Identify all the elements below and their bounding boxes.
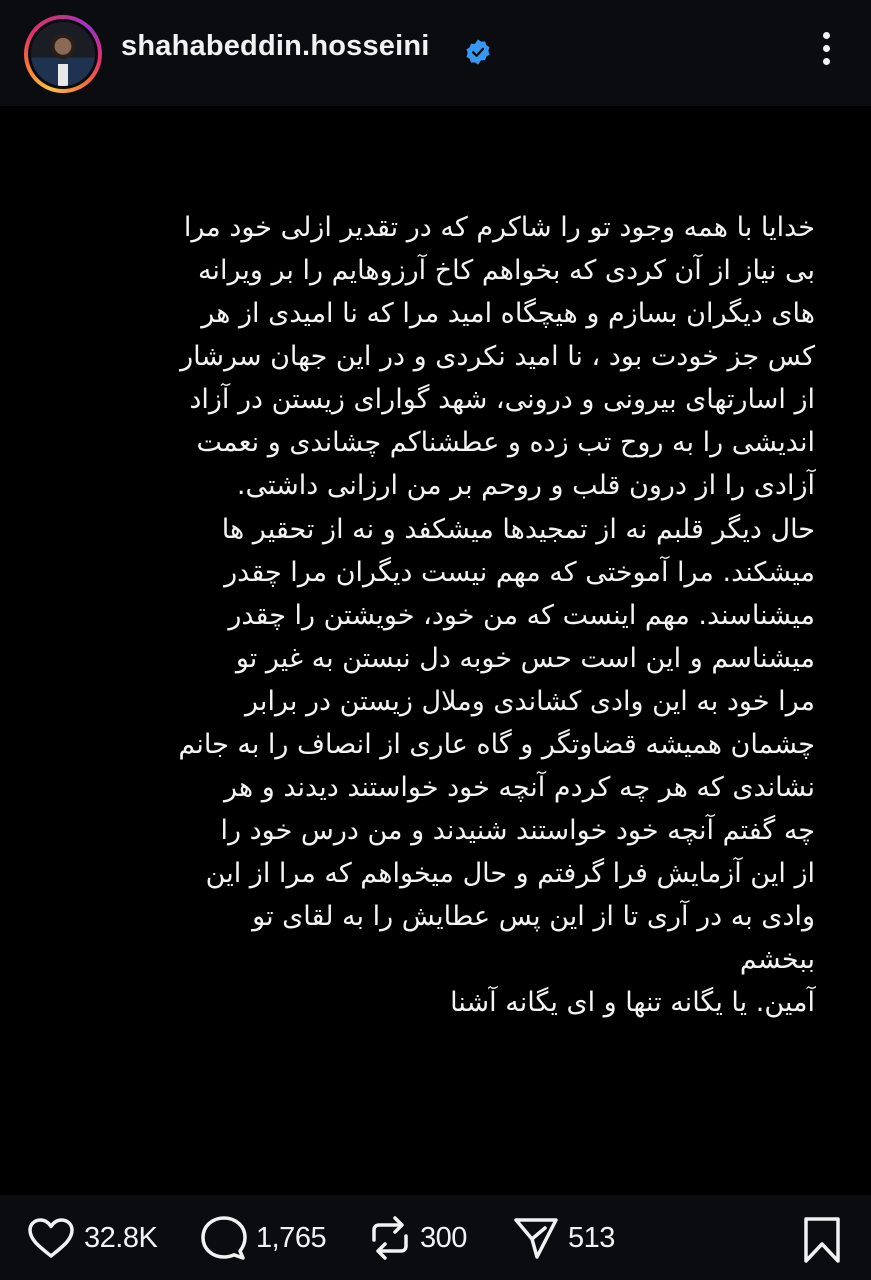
heart-icon [26,1216,76,1260]
post-header [0,0,871,106]
post-text-line: کس جز خودت بود ، نا امید نکردی و در این جهان سرشار [180,341,815,372]
repost-icon [368,1214,412,1262]
share-count: 513 [568,1221,615,1254]
post-text-line: چشمان همیشه قضاوتگر و گاه عاری از انصاف را به جانم [178,729,815,760]
post-text-line: آمین. یا یگانه تنها و ای یگانه آشنا [450,987,815,1018]
username-link[interactable]: shahabeddin.hosseini [121,30,430,62]
comment-button[interactable] [200,1216,326,1260]
avatar[interactable] [24,15,102,93]
comment-icon [200,1215,248,1261]
repost-button[interactable] [368,1216,467,1260]
share-button[interactable] [512,1216,615,1260]
like-count: 32.8K [84,1221,158,1254]
post-text-line: میشناسم و این است حس خوبه دل نبستن به غیر تو [235,643,815,674]
post-text-line: وادی به در آری تا از این پس عطایش را به لقای تو [252,901,815,932]
post-text-line: آزادی را از درون قلب و روحم بر من ارزانی داشتی. [236,470,815,501]
post-text-line: از این آزمایش فرا گرفتم و حال میخواهم که مرا از این [205,858,815,889]
post-text-line: حال دیگر قلبم نه از تمجیدها میشکفد و نه از تحقیر ها [221,514,815,545]
like-button[interactable] [26,1216,157,1260]
bookmark-icon[interactable] [802,1216,842,1264]
post-text-line: ببخشم [739,944,815,975]
post-text-line: مرا خود به این وادی کشاندی وملال زیستن در برابر [245,686,815,717]
post-text-line: از اسارتهای بیرونی و درونی، شهد گوارای زیستن در آزاد [189,384,815,415]
post-text-line: بی نیاز از آن کردی که بخواهم کاخ آرزوهایم را بر ویرانه [197,255,815,286]
comment-count: 1,765 [256,1221,327,1254]
post-text-line: نشاندی که هر چه کردم آنچه خود خواستند دیدند و هر [224,772,815,803]
post-text-line: چه گفتم آنچه خود خواستند شنیدند و من درس خود را [220,815,815,846]
post-text-line: اندیشی را به روح تب زده و عطشناکم چشاندی و نعمت [196,427,815,458]
more-options-button[interactable] [814,32,838,72]
repost-count: 300 [420,1221,467,1254]
post-text-line: میشکند. مرا آموختی که مهم نیست دیگران مرا چقدر [224,557,815,588]
post-text-line: میشناسند. مهم اینست که من خود، خویشتن را چقدر [228,600,815,631]
action-bar [0,1195,871,1280]
post-text-body [0,106,871,1194]
verified-badge-icon [464,38,492,66]
post-text-line: های دیگران بسازم و هیچگاه امید مرا که نا امیدی از هر [201,298,815,329]
post-text-line: خدایا با همه وجود تو را شاکرم که در تقدیر ازلی خود مرا [183,212,815,243]
share-icon [512,1215,560,1261]
more-vertical-icon [823,32,830,39]
